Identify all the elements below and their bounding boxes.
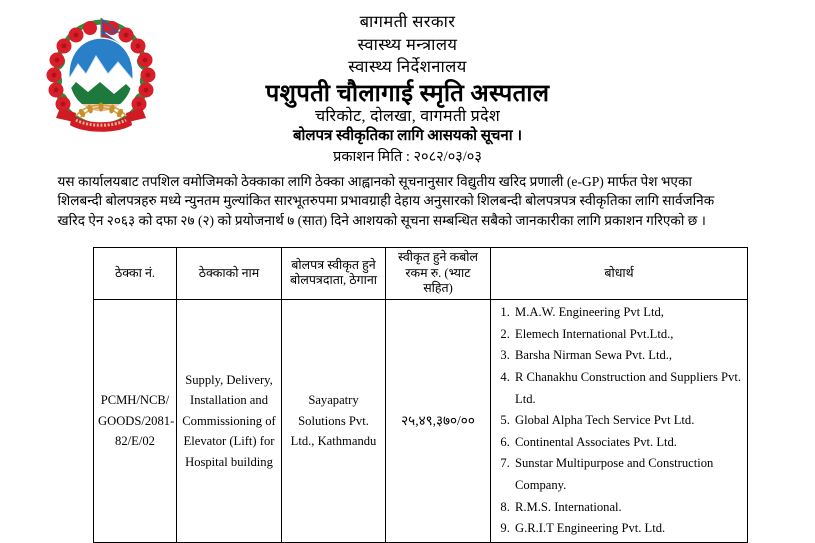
bid-award-table-container bbox=[93, 247, 747, 543]
notify-list bbox=[495, 302, 743, 540]
table-header-row bbox=[94, 248, 748, 300]
cell-contract-name: Supply, Delivery, Installation and Commissioning of Elevator (Lift) for Hospital building bbox=[177, 299, 282, 542]
column-header-notify: बोधार्थ bbox=[491, 248, 748, 300]
list-item: 5. Global Alpha Tech Service Pvt Ltd. bbox=[513, 410, 743, 432]
notice-title: बोलपत्र स्वीकृतिका लागि आसयको सूचना । bbox=[292, 127, 523, 144]
bid-award-table bbox=[93, 247, 748, 543]
list-item: 6. Continental Associates Pvt. Ltd. bbox=[513, 432, 743, 454]
list-item: 8. R.M.S. International. bbox=[513, 497, 743, 519]
government-line: बागमती सरकार bbox=[359, 12, 456, 31]
cell-notify-list bbox=[491, 299, 748, 542]
cell-contract-no: PCMH/NCB/ GOODS/2081-82/E/02 bbox=[94, 299, 177, 542]
directorate-line: स्वास्थ्य निर्देशनालय bbox=[348, 57, 467, 76]
column-header-bidder-line1: बोलपत्र स्वीकृत हुने bbox=[291, 257, 376, 272]
column-header-bidder-line2: बोलपत्रदाता, ठेगाना bbox=[289, 273, 378, 288]
nepal-emblem-icon bbox=[42, 12, 160, 134]
column-header-bidder bbox=[282, 248, 386, 300]
column-header-contract-no: ठेक्का नं. bbox=[94, 248, 177, 300]
list-item: 3. Barsha Nirman Sewa Pvt. Ltd., bbox=[513, 345, 743, 367]
body-line-1: यस कार्यालयबाट तपशिल वमोजिमको ठेक्काका लागि ठेक्का आह्वानको सूचनानुसार विद्युतीय खरिद प्रणाली (e-GP) मार्फत पेश भएका bbox=[57, 174, 692, 189]
cell-bidder: Sayapatry Solutions Pvt. Ltd., Kathmandu bbox=[282, 299, 386, 542]
ministry-line: स्वास्थ्य मन्त्रालय bbox=[357, 34, 458, 54]
list-item: 4. R Chanakhu Construction and Suppliers Pvt. Ltd. bbox=[513, 367, 743, 410]
list-item: 7. Sunstar Multipurpose and Construction Company. bbox=[513, 453, 743, 496]
page-title: पशुपती चौलागाई स्मृति अस्पताल bbox=[265, 80, 550, 107]
list-item: 2. Elemech International Pvt.Ltd., bbox=[513, 324, 743, 346]
body-line-2: शिलबन्दी बोलपत्रहरु मध्ये न्युनतम मुल्यांकित सारभूतरुपमा प्रभावग्राही देहाय अनुसारको शिलबन्दी बोलपत्रपत्र स्वीकृतिका लागि सार्वजनिक bbox=[57, 193, 715, 209]
publication-date: प्रकाशन मिति : २०८२/०३/०३ bbox=[333, 148, 482, 165]
body-line-3: खरिद ऐन २०६३ को दफा २७ (२) को प्रयोजनार्थ ७ (सात) दिने आशयको सूचना सम्बन्धित सबैको जानकारीका लागि प्रकाशन गरिएको छ । bbox=[57, 212, 706, 228]
column-header-amount bbox=[386, 248, 491, 300]
document-header bbox=[0, 0, 815, 164]
column-header-amount-line1: स्वीकृत हुने कबोल bbox=[397, 250, 479, 264]
hospital-address: चरिकोट, दोलखा, वागमती प्रदेश bbox=[314, 107, 501, 125]
column-header-contract-name: ठेक्काको नाम bbox=[177, 248, 282, 300]
list-item: 9. G.R.I.T Engineering Pvt. Ltd. bbox=[513, 518, 743, 540]
notice-body-paragraph bbox=[58, 172, 758, 230]
column-header-amount-line2: रकम रु. (भ्याट सहित) bbox=[405, 265, 471, 296]
table-row bbox=[94, 299, 748, 542]
list-item: 1. M.A.W. Engineering Pvt Ltd, bbox=[513, 302, 743, 324]
cell-amount: २५,४९,३७०/०० bbox=[386, 299, 491, 542]
